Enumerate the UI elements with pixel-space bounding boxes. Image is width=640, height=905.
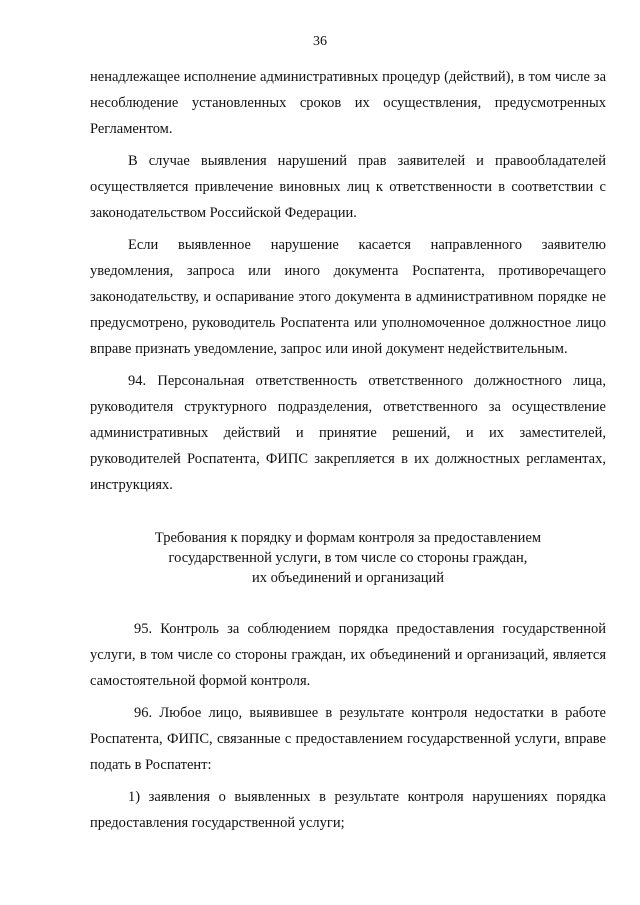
document-body (90, 64, 606, 836)
paragraph-94: 94. Персональная ответственность ответственного должностного лица, руководителя структурного подразделения, ответственного за осуществление административных действий и принятие решений, и их заместителей, руководителей Роспатента, ФИПС закрепляется в их должностных регламентах, инструкциях. (90, 373, 606, 493)
section-heading (90, 528, 606, 588)
page-number: 36 (313, 34, 327, 49)
paragraph-invalid-document: Если выявленное нарушение касается направленного заявителю уведомления, запроса или иного документа Роспатента, противоречащего законодательству, и оспаривание этого документа в административном порядке не предусмотрено, руководитель Роспатента или уполномоченное должностное лицо вправе признать уведомление, запрос или иной документ недействительным. (90, 237, 606, 357)
paragraph-continuation: ненадлежащее исполнение административных процедур (действий), в том числе за несоблюдение установленных сроков их осуществления, предусмотренных Регламентом. (90, 69, 606, 137)
paragraph-96: 96. Любое лицо, выявившее в результате контроля недостатки в работе Роспатента, ФИПС, связанные с предоставлением государственной услуги, вправе подать в Роспатент: (90, 705, 606, 773)
list-item-1: 1) заявления о выявленных в результате контроля нарушениях порядка предоставления государственной услуги; (90, 789, 606, 831)
paragraph-95: 95. Контроль за соблюдением порядка предоставления государственной услуги, в том числе со стороны граждан, их объединений и организаций, является самостоятельной формой контроля. (90, 621, 606, 689)
paragraph-violations-liability: В случае выявления нарушений прав заявителей и правообладателей осуществляется привлечение виновных лиц к ответственности в соответствии с законодательством Российской Федерации. (90, 153, 606, 221)
section-heading-line-3: их объединений и организаций (251, 570, 445, 586)
section-heading-line-1: Требования к порядку и формам контроля за предоставлением (154, 530, 542, 546)
section-heading-line-2: государственной услуги, в том числе со стороны граждан, (168, 550, 528, 566)
